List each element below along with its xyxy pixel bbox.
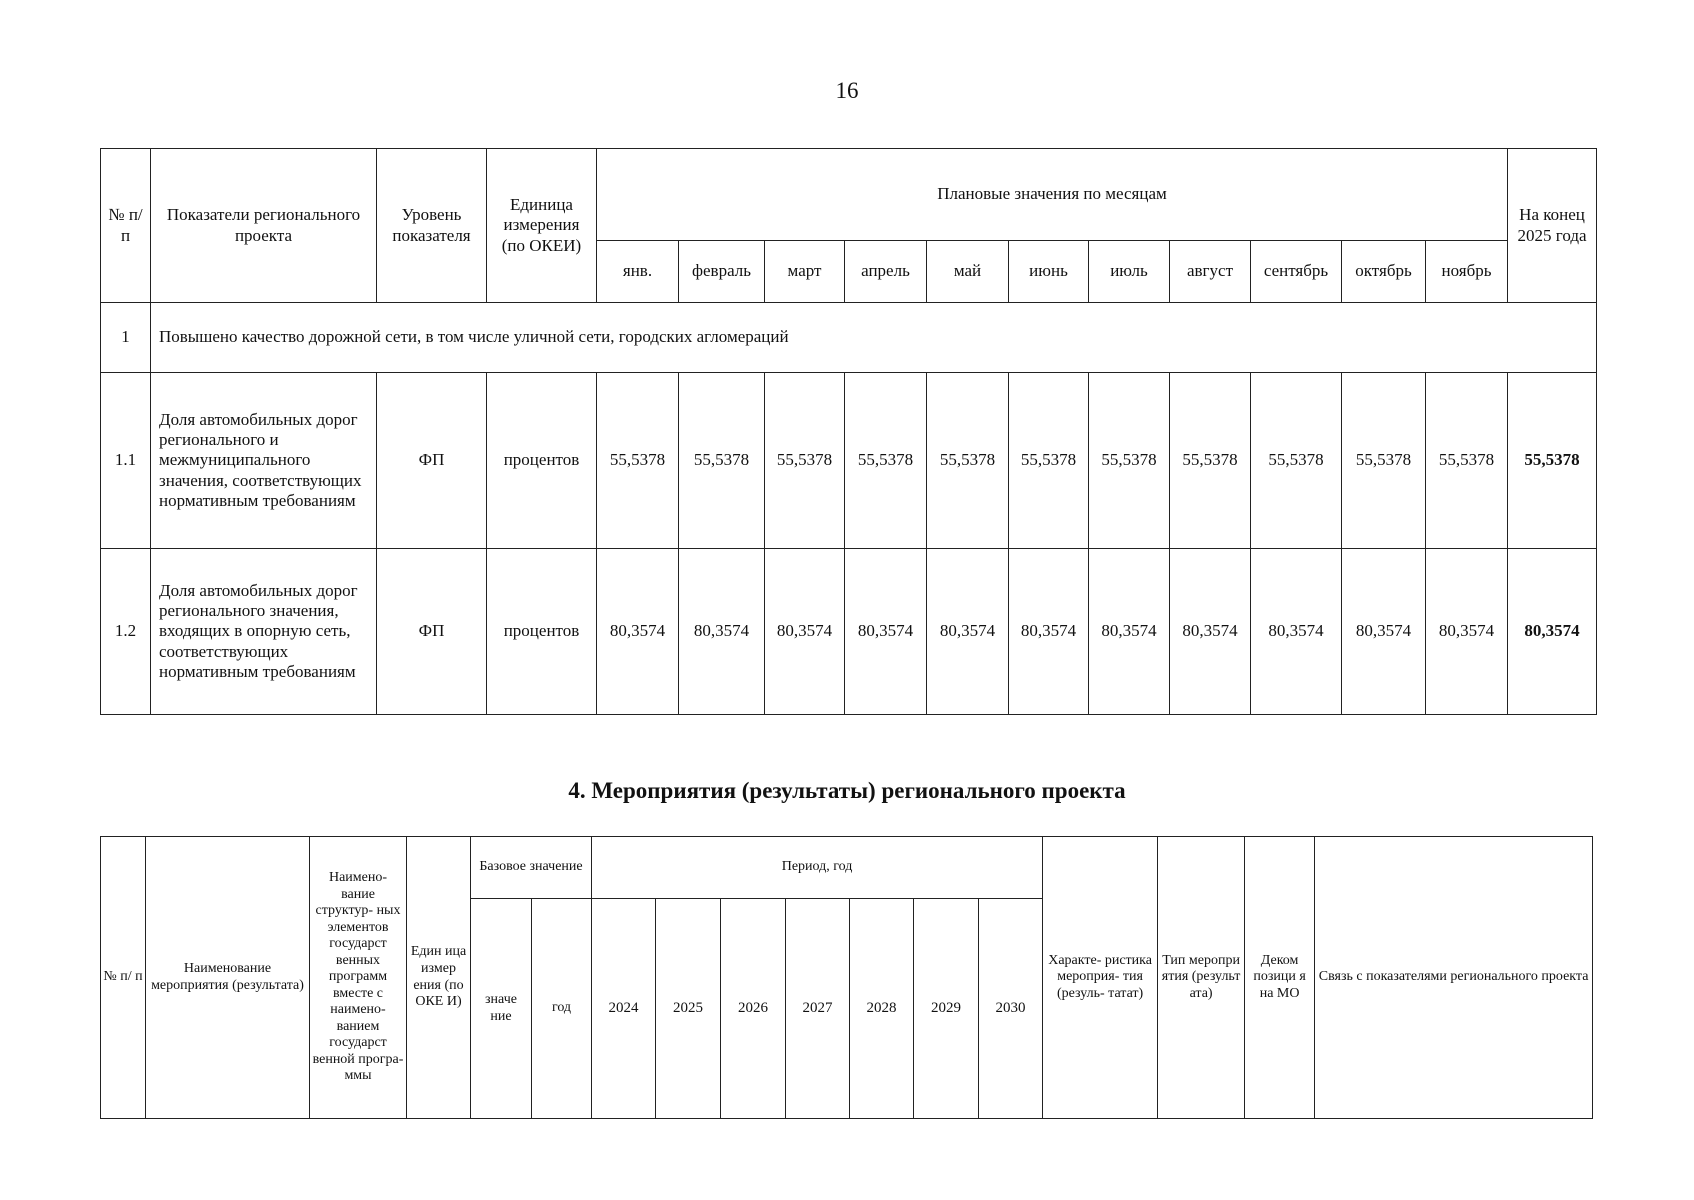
row-unit: процентов <box>487 373 597 549</box>
header-year: 2030 <box>979 899 1043 1119</box>
header-year: 2029 <box>914 899 979 1119</box>
row-month-value: 55,5378 <box>1089 373 1170 549</box>
header-structural-elements: Наимено- вание структур- ных элементов государст венных программ вместе с наимено- ванием государст венной програ- ммы <box>310 837 407 1119</box>
row-month-value: 55,5378 <box>1426 373 1508 549</box>
header-year: 2025 <box>656 899 721 1119</box>
row-num: 1.2 <box>101 549 151 715</box>
header-level: Уровень показателя <box>377 149 487 303</box>
header-year: 2026 <box>721 899 786 1119</box>
row-month-value: 80,3574 <box>1009 549 1089 715</box>
row-level: ФП <box>377 549 487 715</box>
row-month-value: 55,5378 <box>765 373 845 549</box>
header-month: апрель <box>845 241 927 303</box>
task-text: Повышено качество дорожной сети, в том числе уличной сети, городских агломераций <box>151 303 1597 373</box>
header-month: октябрь <box>1342 241 1426 303</box>
header-year: 2027 <box>786 899 850 1119</box>
row-month-value: 80,3574 <box>845 549 927 715</box>
row-month-value: 80,3574 <box>1426 549 1508 715</box>
header-link-indicators: Связь с показателями регионального проекта <box>1315 837 1593 1119</box>
row-month-value: 55,5378 <box>1009 373 1089 549</box>
header-month: янв. <box>597 241 679 303</box>
activities-table <box>100 836 1593 1119</box>
header-base-value-year: год <box>532 899 592 1119</box>
row-month-value: 80,3574 <box>1170 549 1251 715</box>
row-month-value: 55,5378 <box>927 373 1009 549</box>
row-month-value: 80,3574 <box>597 549 679 715</box>
header-characteristic: Характе- ристика мероприя- тия (резуль- татат) <box>1043 837 1158 1119</box>
row-month-value: 80,3574 <box>765 549 845 715</box>
header-month: май <box>927 241 1009 303</box>
task-num: 1 <box>101 303 151 373</box>
row-month-value: 80,3574 <box>1251 549 1342 715</box>
header-num: № п/п <box>101 149 151 303</box>
header-activity-type: Тип меропри ятия (результ ата) <box>1158 837 1245 1119</box>
header-month: июнь <box>1009 241 1089 303</box>
row-month-value: 55,5378 <box>679 373 765 549</box>
row-year-end-value: 80,3574 <box>1508 549 1597 715</box>
row-month-value: 80,3574 <box>1342 549 1426 715</box>
header-indicator: Показатели регионального проекта <box>151 149 377 303</box>
row-month-value: 80,3574 <box>1089 549 1170 715</box>
row-indicator-name: Доля автомобильных дорог регионального и межмуниципального значения, соответствующих нормативным требованиям <box>151 373 377 549</box>
row-num: 1.1 <box>101 373 151 549</box>
row-year-end-value: 55,5378 <box>1508 373 1597 549</box>
row-month-value: 55,5378 <box>1170 373 1251 549</box>
header-period: Период, год <box>592 837 1043 899</box>
row-month-value: 55,5378 <box>1342 373 1426 549</box>
row-level: ФП <box>377 373 487 549</box>
table-row <box>101 549 1597 715</box>
header-base-value-value: значе ние <box>471 899 532 1119</box>
table-row <box>101 373 1597 549</box>
header-monthly-group: Плановые значения по месяцам <box>597 149 1508 241</box>
row-unit: процентов <box>487 549 597 715</box>
header-year-end: На конец 2025 года <box>1508 149 1597 303</box>
header-month: март <box>765 241 845 303</box>
section-title: 4. Мероприятия (результаты) регионального проекта <box>568 778 1126 803</box>
page-number: 16 <box>835 78 859 103</box>
row-month-value: 55,5378 <box>1251 373 1342 549</box>
header-year: 2028 <box>850 899 914 1119</box>
header-base-value: Базовое значение <box>471 837 592 899</box>
header-month: сентябрь <box>1251 241 1342 303</box>
header-num: № п/ п <box>101 837 146 1119</box>
row-month-value: 55,5378 <box>845 373 927 549</box>
header-unit: Единица измерения (по ОКЕИ) <box>487 149 597 303</box>
row-indicator-name: Доля автомобильных дорог регионального значения, входящих в опорную сеть, соответствующих нормативным требованиям <box>151 549 377 715</box>
header-month: июль <box>1089 241 1170 303</box>
header-year: 2024 <box>592 899 656 1119</box>
header-decomposition: Деком позици я на МО <box>1245 837 1315 1119</box>
header-month: февраль <box>679 241 765 303</box>
header-month: ноябрь <box>1426 241 1508 303</box>
row-month-value: 80,3574 <box>927 549 1009 715</box>
task-row <box>101 303 1597 373</box>
header-unit: Един ица измер ения (по ОКЕ И) <box>407 837 471 1119</box>
header-month: август <box>1170 241 1251 303</box>
row-month-value: 80,3574 <box>679 549 765 715</box>
header-activity-name: Наименование мероприятия (результата) <box>146 837 310 1119</box>
row-month-value: 55,5378 <box>597 373 679 549</box>
monthly-plan-table <box>100 148 1597 715</box>
